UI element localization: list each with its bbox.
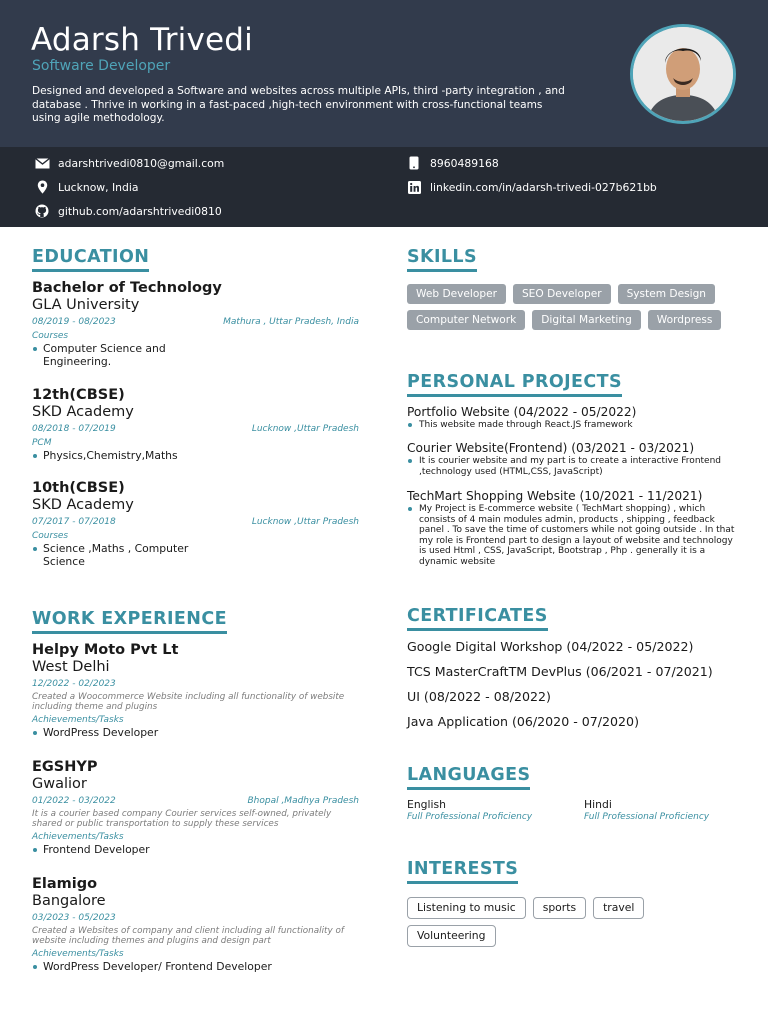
entry-dates: 03/2023 - 05/2023	[32, 913, 116, 923]
phone-text: 8960489168	[430, 156, 499, 170]
interests-list	[407, 897, 737, 947]
school-name: SKD Academy	[32, 497, 134, 513]
language-item	[584, 798, 709, 823]
company-name: EGSHYP	[32, 759, 98, 775]
date-location-row	[32, 516, 359, 528]
linkedin-icon	[406, 180, 422, 194]
company-city: West Delhi	[32, 659, 110, 675]
degree-title: 12th(CBSE)	[32, 387, 125, 403]
entry-dates: 07/2017 - 07/2018	[32, 517, 116, 527]
profile-photo	[630, 24, 736, 124]
github-text: github.com/adarshtrivedi0810	[58, 204, 222, 218]
entry-location: Mathura , Uttar Pradesh, India	[223, 317, 359, 327]
project-entry	[407, 405, 737, 431]
entry-dates: 08/2019 - 08/2023	[32, 317, 116, 327]
skills-list	[407, 284, 737, 330]
work-description: It is a courier based company Courier services self-owned, privately shared or public transportation to supply these services	[32, 809, 332, 829]
project-description: It is courier website and my part is to create a interactive Frontend ,technology used (HTML,CSS, JavaScript)	[407, 456, 737, 477]
school-name: GLA University	[32, 297, 140, 313]
phone-icon	[406, 156, 422, 170]
contact-bar	[0, 147, 768, 227]
education-entry	[32, 280, 359, 368]
certificate-item: TCS MasterCraftTM DevPlus (06/2021 - 07/2021)	[407, 664, 713, 679]
interest-tag: Volunteering	[407, 925, 496, 947]
skill-tag: Web Developer	[407, 284, 506, 304]
language-name: Hindi	[584, 798, 612, 811]
certificate-item: Java Application (06/2020 - 07/2020)	[407, 714, 639, 729]
contact-location	[34, 180, 139, 194]
company-name: Helpy Moto Pvt Lt	[32, 642, 179, 658]
certificate-item: Google Digital Workshop (04/2022 - 05/2022)	[407, 639, 694, 654]
company-city: Bangalore	[32, 893, 106, 909]
location-pin-icon	[34, 180, 50, 194]
work-entry	[32, 876, 359, 973]
skill-tag: Digital Marketing	[532, 310, 641, 330]
tasks-label: Achievements/Tasks	[32, 832, 124, 842]
education-entry	[32, 387, 359, 462]
work-description: Created a Woocommerce Website including all functionality of website including theme and plugins	[32, 692, 345, 712]
project-title: TechMart Shopping Website (10/2021 - 11/2021)	[407, 489, 703, 503]
tasks-label: Achievements/Tasks	[32, 949, 124, 959]
courses-label: Courses	[32, 531, 69, 541]
project-entry	[407, 489, 737, 567]
date-location-row	[32, 423, 359, 435]
projects-heading: PERSONAL PROJECTS	[407, 372, 622, 397]
interests-heading: INTERESTS	[407, 859, 518, 884]
candidate-title: Software Developer	[32, 58, 171, 74]
work-experience-heading: WORK EXPERIENCE	[32, 609, 227, 634]
language-name: English	[407, 798, 446, 811]
linkedin-text: linkedin.com/in/adarsh-trivedi-027b621bb	[430, 180, 657, 194]
task-item: WordPress Developer	[32, 726, 359, 739]
school-name: SKD Academy	[32, 404, 134, 420]
degree-title: Bachelor of Technology	[32, 280, 222, 296]
work-description: Created a Websites of company and client including all functionality of website including themes and plugins and design part	[32, 926, 344, 946]
skill-tag: Computer Network	[407, 310, 525, 330]
interest-tag: travel	[593, 897, 644, 919]
github-icon	[34, 204, 50, 218]
company-name: Elamigo	[32, 876, 98, 892]
language-item	[407, 798, 532, 823]
entry-location: Lucknow ,Uttar Pradesh	[251, 517, 359, 527]
course-item: Computer Science and Engineering.	[32, 342, 192, 368]
project-description: This website made through React.JS framework	[407, 420, 737, 431]
languages-heading: LANGUAGES	[407, 765, 530, 790]
skills-heading: SKILLS	[407, 247, 477, 272]
project-title: Courier Website(Frontend) (03/2021 - 03/2021)	[407, 441, 695, 455]
entry-location: Lucknow ,Uttar Pradesh	[251, 424, 359, 434]
email-text: adarshtrivedi0810@gmail.com	[58, 156, 225, 170]
date-location-row	[32, 795, 359, 807]
contact-linkedin[interactable]	[406, 180, 657, 194]
tasks-label: Achievements/Tasks	[32, 715, 124, 725]
entry-location: Bhopal ,Madhya Pradesh	[247, 796, 359, 806]
courses-label: PCM	[32, 438, 52, 448]
course-item: Physics,Chemistry,Maths	[32, 449, 359, 462]
date-location-row	[32, 912, 359, 924]
contact-phone[interactable]	[406, 156, 499, 170]
courses-label: Courses	[32, 331, 69, 341]
language-level: Full Professional Proficiency	[407, 812, 533, 822]
project-entry	[407, 441, 737, 477]
task-item: Frontend Developer	[32, 843, 359, 856]
work-entry	[32, 642, 359, 739]
project-title: Portfolio Website (04/2022 - 05/2022)	[407, 405, 637, 419]
date-location-row	[32, 678, 359, 690]
entry-dates: 01/2022 - 03/2022	[32, 796, 116, 806]
contact-github[interactable]	[34, 204, 222, 218]
interest-tag: sports	[533, 897, 586, 919]
interest-tag: Listening to music	[407, 897, 526, 919]
candidate-name: Adarsh Trivedi	[31, 22, 253, 58]
resume-header	[0, 0, 768, 147]
skill-tag: System Design	[618, 284, 715, 304]
education-entry	[32, 480, 359, 568]
company-city: Gwalior	[32, 776, 87, 792]
course-item: Science ,Maths , Computer Science	[32, 542, 197, 568]
task-item: WordPress Developer/ Frontend Developer	[32, 960, 359, 973]
project-description: My Project is E-commerce website ( TechMart shopping) , which consists of 4 main modules admin, products , shipping , feedback panel . To save the time of customers while not going outside . In that my role is Frontend part to design a layout of website and technology is used Html , CSS, JavaScript, Bootstrap , Php . generally it is a dynamic website	[407, 504, 737, 567]
degree-title: 10th(CBSE)	[32, 480, 125, 496]
entry-dates: 08/2018 - 07/2019	[32, 424, 116, 434]
certificate-item: UI (08/2022 - 08/2022)	[407, 689, 551, 704]
date-location-row	[32, 316, 359, 328]
location-text: Lucknow, India	[58, 180, 139, 194]
work-entry	[32, 759, 359, 856]
skill-tag: Wordpress	[648, 310, 722, 330]
language-level: Full Professional Proficiency	[584, 812, 710, 822]
email-icon	[34, 156, 50, 170]
summary-text: Designed and developed a Software and websites across multiple APIs, third -party integration , and database . Thrive in working in a fast-paced ,high-tech environment with cross-functional teams using agile methodology.	[32, 85, 565, 125]
education-heading: EDUCATION	[32, 247, 149, 272]
entry-dates: 12/2022 - 02/2023	[32, 679, 116, 689]
certificates-heading: CERTIFICATES	[407, 606, 548, 631]
skill-tag: SEO Developer	[513, 284, 611, 304]
contact-email[interactable]	[34, 156, 224, 170]
